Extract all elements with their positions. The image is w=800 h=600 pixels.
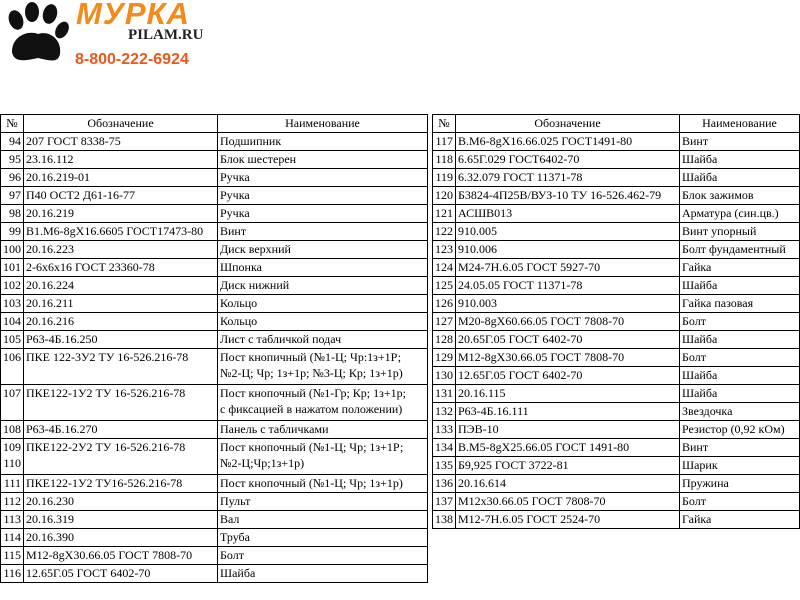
table-row bbox=[433, 241, 800, 259]
table-row bbox=[1, 385, 428, 421]
row-number: 105 bbox=[1, 331, 24, 349]
row-number: 116 bbox=[1, 565, 24, 583]
row-name: Лист с табличкой подач bbox=[218, 331, 428, 349]
row-designation: 20.16.216 bbox=[24, 313, 218, 331]
table-row bbox=[1, 259, 428, 277]
header-number: № bbox=[1, 115, 24, 133]
row-name: Шайба bbox=[680, 367, 800, 385]
row-number: 115 bbox=[1, 547, 24, 565]
table-row bbox=[1, 439, 428, 475]
row-name: Пост кнопочный (№1-Гр; Кр; 1з+1р; с фиксацией в нажатом положении) bbox=[218, 385, 428, 421]
row-number: 102 bbox=[1, 277, 24, 295]
row-designation: 20.65Г.05 ГОСТ 6402-70 bbox=[456, 331, 680, 349]
row-name: Винт bbox=[218, 223, 428, 241]
row-name: Пост кнопочный (№1-Ц; Чр; 1з+1р) bbox=[218, 475, 428, 493]
row-number: 113 bbox=[1, 511, 24, 529]
table-row bbox=[433, 421, 800, 439]
parts-table-left bbox=[0, 114, 428, 583]
table-row bbox=[433, 277, 800, 295]
row-designation: 207 ГОСТ 8338-75 bbox=[24, 133, 218, 151]
row-name: Шайба bbox=[680, 151, 800, 169]
row-designation: М12х30.66.05 ГОСТ 7808-70 bbox=[456, 493, 680, 511]
row-designation: 20.16.219 bbox=[24, 205, 218, 223]
row-number: 135 bbox=[433, 457, 456, 475]
row-name: Пост кнопичный (№1-Ц; Чр:1з+1Р; №2-Ц; Чр; 1з+1р; №3-Ц; Кр; 1з+1р) bbox=[218, 349, 428, 385]
row-designation: Р63-4Б.16.270 bbox=[24, 421, 218, 439]
row-designation: Б3824-4П25В/ВУЗ-10 ТУ 16-526.462-79 bbox=[456, 187, 680, 205]
row-name: Подшипник bbox=[218, 133, 428, 151]
row-number: 128 bbox=[433, 331, 456, 349]
row-designation: Б9,925 ГОСТ 3722-81 bbox=[456, 457, 680, 475]
table-row bbox=[1, 241, 428, 259]
row-designation: 23.16.112 bbox=[24, 151, 218, 169]
row-name: Болт bbox=[218, 547, 428, 565]
table-row bbox=[433, 457, 800, 475]
row-number: 114 bbox=[1, 529, 24, 547]
row-designation: 20.16.230 bbox=[24, 493, 218, 511]
row-number: 104 bbox=[1, 313, 24, 331]
paw-icon bbox=[2, 2, 72, 68]
row-number: 99 bbox=[1, 223, 24, 241]
row-number: 126 bbox=[433, 295, 456, 313]
row-number: 118 bbox=[433, 151, 456, 169]
row-number: 131 bbox=[433, 385, 456, 403]
row-name: Шпонка bbox=[218, 259, 428, 277]
row-number: 117 bbox=[433, 133, 456, 151]
header-name: Наименование bbox=[218, 115, 428, 133]
table-header-row bbox=[1, 115, 428, 133]
row-number: 98 bbox=[1, 205, 24, 223]
row-designation: 6.32.079 ГОСТ 11371-78 bbox=[456, 169, 680, 187]
table-row bbox=[433, 385, 800, 403]
site-url[interactable]: PILAM.RU bbox=[128, 27, 204, 43]
row-name: Болт bbox=[680, 313, 800, 331]
table-row bbox=[1, 547, 428, 565]
table-row bbox=[433, 295, 800, 313]
row-designation: Р63-4Б.16.111 bbox=[456, 403, 680, 421]
row-name: Пульт bbox=[218, 493, 428, 511]
header-designation: Обозначение bbox=[456, 115, 680, 133]
row-name: Ручка bbox=[218, 169, 428, 187]
row-number: 136 bbox=[433, 475, 456, 493]
row-name: Шайба bbox=[680, 169, 800, 187]
row-name: Шайба bbox=[218, 565, 428, 583]
phone-number[interactable]: 8-800-222-6924 bbox=[75, 51, 189, 68]
table-row bbox=[433, 133, 800, 151]
row-number: 129 bbox=[433, 349, 456, 367]
table-row bbox=[433, 493, 800, 511]
table-row bbox=[1, 295, 428, 313]
table-row bbox=[1, 565, 428, 583]
row-number: 97 bbox=[1, 187, 24, 205]
row-name: Болт bbox=[680, 493, 800, 511]
row-name: Шарик bbox=[680, 457, 800, 475]
row-number: 112 bbox=[1, 493, 24, 511]
row-name: Кольцо bbox=[218, 295, 428, 313]
table-header-row bbox=[433, 115, 800, 133]
table-row bbox=[433, 331, 800, 349]
table-row bbox=[1, 277, 428, 295]
parts-table-right bbox=[432, 114, 800, 529]
header-designation: Обозначение bbox=[24, 115, 218, 133]
row-number: 111 bbox=[1, 475, 24, 493]
row-number: 137 bbox=[433, 493, 456, 511]
row-number: 101 bbox=[1, 259, 24, 277]
row-designation: 910.006 bbox=[456, 241, 680, 259]
row-number: 127 bbox=[433, 313, 456, 331]
row-name: Звездочка bbox=[680, 403, 800, 421]
row-name: Вал bbox=[218, 511, 428, 529]
row-name: Болт фундаментный bbox=[680, 241, 800, 259]
row-designation: 20.16.319 bbox=[24, 511, 218, 529]
row-name: Винт bbox=[680, 133, 800, 151]
row-designation: М12-7Н.6.05 ГОСТ 2524-70 bbox=[456, 511, 680, 529]
row-designation: М12-8gX30.66.05 ГОСТ 7808-70 bbox=[24, 547, 218, 565]
row-designation: 20.16.224 bbox=[24, 277, 218, 295]
row-number: 123 bbox=[433, 241, 456, 259]
table-row bbox=[433, 349, 800, 367]
table-row bbox=[1, 529, 428, 547]
table-row bbox=[1, 187, 428, 205]
table-row bbox=[1, 205, 428, 223]
row-number: 124 bbox=[433, 259, 456, 277]
row-number: 96 bbox=[1, 169, 24, 187]
row-designation: 12.65Г.05 ГОСТ 6402-70 bbox=[456, 367, 680, 385]
row-designation: В.М5-8gX25.66.05 ГОСТ 1491-80 bbox=[456, 439, 680, 457]
brand-name: МУРКА bbox=[76, 0, 190, 31]
row-number: 132 bbox=[433, 403, 456, 421]
row-name: Резистор (0,92 кОм) bbox=[680, 421, 800, 439]
row-name: Гайка bbox=[680, 259, 800, 277]
table-row bbox=[433, 367, 800, 385]
row-name: Диск верхний bbox=[218, 241, 428, 259]
row-name: Болт bbox=[680, 349, 800, 367]
row-number: 103 bbox=[1, 295, 24, 313]
row-name: Гайка bbox=[680, 511, 800, 529]
table-row bbox=[433, 475, 800, 493]
row-number: 130 bbox=[433, 367, 456, 385]
row-designation: ПКЕ122-2У2 ТУ 16-526.216-78 bbox=[24, 439, 218, 475]
row-designation: 910.003 bbox=[456, 295, 680, 313]
row-designation: 20.16.219-01 bbox=[24, 169, 218, 187]
row-designation: Р63-4Б.16.250 bbox=[24, 331, 218, 349]
row-designation: ПКЕ 122-3У2 ТУ 16-526.216-78 bbox=[24, 349, 218, 385]
table-row bbox=[1, 151, 428, 169]
row-name: Шайба bbox=[680, 385, 800, 403]
table-row bbox=[1, 331, 428, 349]
row-name: Труба bbox=[218, 529, 428, 547]
table-row bbox=[1, 313, 428, 331]
table-row bbox=[433, 169, 800, 187]
row-name: Диск нижний bbox=[218, 277, 428, 295]
row-name: Винт упорный bbox=[680, 223, 800, 241]
row-name: Шайба bbox=[680, 277, 800, 295]
row-designation: В.М6-8gX16.66.025 ГОСТ1491-80 bbox=[456, 133, 680, 151]
row-number: 100 bbox=[1, 241, 24, 259]
table-row bbox=[1, 421, 428, 439]
table-row bbox=[1, 349, 428, 385]
table-row bbox=[433, 403, 800, 421]
row-designation: АСШВ013 bbox=[456, 205, 680, 223]
row-name: Арматура (син.цв.) bbox=[680, 205, 800, 223]
row-name: Гайка пазовая bbox=[680, 295, 800, 313]
row-designation: П40 ОСТ2 Д61-16-77 bbox=[24, 187, 218, 205]
row-designation: 20.16.223 bbox=[24, 241, 218, 259]
row-designation: 24.05.05 ГОСТ 11371-78 bbox=[456, 277, 680, 295]
row-number: 125 bbox=[433, 277, 456, 295]
row-designation: 12.65Г.05 ГОСТ 6402-70 bbox=[24, 565, 218, 583]
row-number: 119 bbox=[433, 169, 456, 187]
row-number: 108 bbox=[1, 421, 24, 439]
table-row bbox=[1, 169, 428, 187]
row-designation: 20.16.614 bbox=[456, 475, 680, 493]
row-name: Винт bbox=[680, 439, 800, 457]
table-row bbox=[433, 187, 800, 205]
row-name: Ручка bbox=[218, 187, 428, 205]
table-row bbox=[1, 511, 428, 529]
row-name: Кольцо bbox=[218, 313, 428, 331]
row-name: Блок зажимов bbox=[680, 187, 800, 205]
row-designation: М12-8gX30.66.05 ГОСТ 7808-70 bbox=[456, 349, 680, 367]
row-number: 133 bbox=[433, 421, 456, 439]
row-number: 107 bbox=[1, 385, 24, 421]
row-number: 121 bbox=[433, 205, 456, 223]
table-row bbox=[1, 493, 428, 511]
row-designation: М24-7Н.6.05 ГОСТ 5927-70 bbox=[456, 259, 680, 277]
table-row bbox=[433, 151, 800, 169]
row-designation: В1.М6-8gX16.6605 ГОСТ17473-80 bbox=[24, 223, 218, 241]
row-designation: 2-6х6х16 ГОСТ 23360-78 bbox=[24, 259, 218, 277]
logo[interactable] bbox=[0, 0, 210, 76]
row-name: Пружина bbox=[680, 475, 800, 493]
table-row bbox=[1, 223, 428, 241]
header-number: № bbox=[433, 115, 456, 133]
row-designation: 910.005 bbox=[456, 223, 680, 241]
row-designation: ПКЕ122-1У2 ТУ 16-526.216-78 bbox=[24, 385, 218, 421]
row-designation: 20.16.115 bbox=[456, 385, 680, 403]
row-designation: ПЭВ-10 bbox=[456, 421, 680, 439]
table-row bbox=[1, 133, 428, 151]
row-number: 109 110 bbox=[1, 439, 24, 475]
table-row bbox=[1, 475, 428, 493]
row-name: Блок шестерен bbox=[218, 151, 428, 169]
row-number: 134 bbox=[433, 439, 456, 457]
row-number: 95 bbox=[1, 151, 24, 169]
row-designation: 20.16.211 bbox=[24, 295, 218, 313]
row-number: 138 bbox=[433, 511, 456, 529]
table-row bbox=[433, 223, 800, 241]
row-designation: 6.65Г.029 ГОСТ6402-70 bbox=[456, 151, 680, 169]
row-name: Панель с табличками bbox=[218, 421, 428, 439]
table-row bbox=[433, 205, 800, 223]
row-designation: ПКЕ122-1У2 ТУ16-526.216-78 bbox=[24, 475, 218, 493]
row-number: 122 bbox=[433, 223, 456, 241]
row-designation: 20.16.390 bbox=[24, 529, 218, 547]
row-name: Ручка bbox=[218, 205, 428, 223]
row-number: 94 bbox=[1, 133, 24, 151]
table-row bbox=[433, 313, 800, 331]
header-name: Наименование bbox=[680, 115, 800, 133]
row-number: 120 bbox=[433, 187, 456, 205]
table-row bbox=[433, 439, 800, 457]
row-designation: М20-8gX60.66.05 ГОСТ 7808-70 bbox=[456, 313, 680, 331]
table-row bbox=[433, 259, 800, 277]
row-name: Шайба bbox=[680, 331, 800, 349]
row-number: 106 bbox=[1, 349, 24, 385]
row-name: Пост кнопочный (№1-Ц; Чр; 1з+1Р; №2-Ц;Чр;1з+1р) bbox=[218, 439, 428, 475]
table-row bbox=[433, 511, 800, 529]
